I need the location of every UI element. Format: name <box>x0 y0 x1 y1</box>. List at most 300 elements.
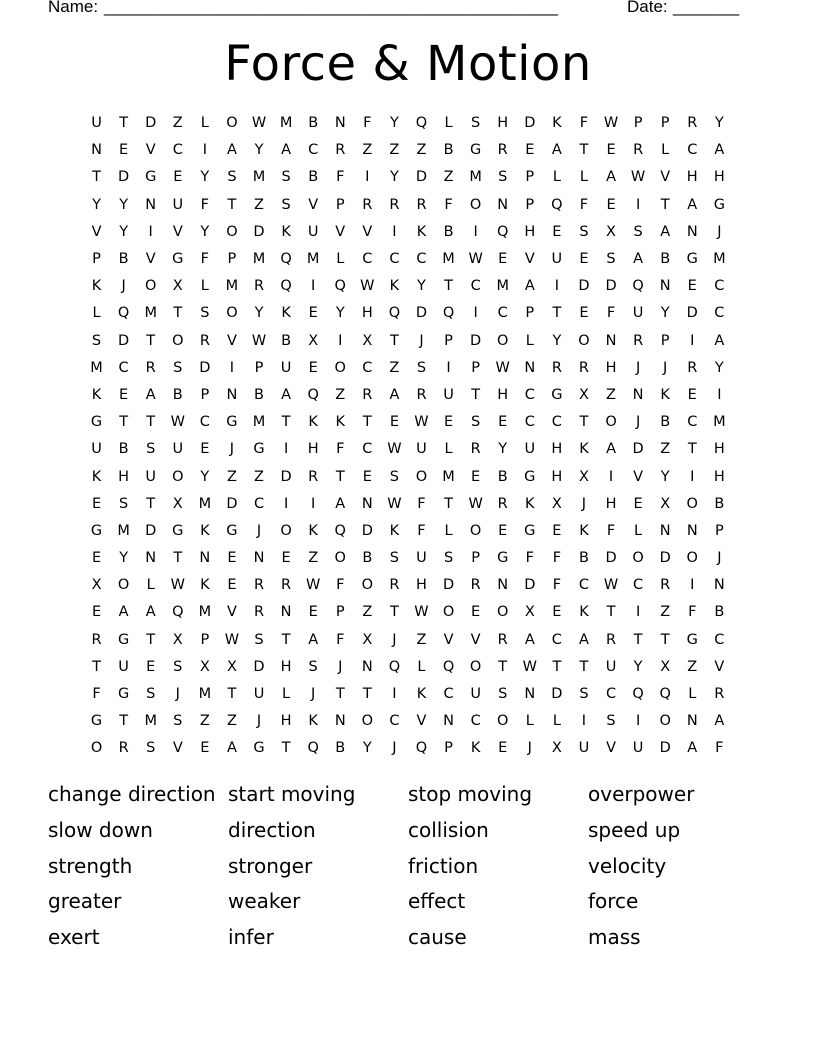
grid-letter[interactable]: C <box>714 631 725 648</box>
grid-letter[interactable]: S <box>471 115 481 132</box>
grid-letter[interactable]: E <box>119 142 129 159</box>
grid-letter[interactable]: G <box>172 251 184 268</box>
grid-letter[interactable]: Y <box>389 169 399 186</box>
grid-letter[interactable]: I <box>717 386 722 403</box>
grid-letter[interactable]: C <box>443 686 454 703</box>
grid-letter[interactable]: R <box>389 577 400 594</box>
grid-letter[interactable]: S <box>389 468 399 485</box>
grid-letter[interactable]: A <box>145 604 156 621</box>
grid-letter[interactable]: F <box>525 550 534 567</box>
grid-letter[interactable]: F <box>92 686 101 703</box>
grid-letter[interactable]: E <box>552 604 562 621</box>
grid-letter[interactable]: X <box>226 658 237 675</box>
grid-letter[interactable]: T <box>606 604 616 621</box>
grid-letter[interactable]: P <box>444 740 453 757</box>
grid-letter[interactable]: O <box>226 223 238 240</box>
grid-letter[interactable]: P <box>660 115 670 132</box>
grid-letter[interactable]: T <box>362 686 372 703</box>
grid-letter[interactable]: T <box>444 495 453 512</box>
grid-letter[interactable]: N <box>361 658 373 675</box>
grid-letter[interactable]: E <box>579 251 589 268</box>
grid-letter[interactable]: F <box>336 577 345 594</box>
grid-letter[interactable]: W <box>414 414 429 431</box>
grid-letter[interactable]: B <box>714 495 725 512</box>
grid-letter[interactable]: X <box>362 332 373 349</box>
grid-letter[interactable]: A <box>578 631 589 648</box>
grid-letter[interactable]: E <box>308 359 318 376</box>
grid-letter[interactable]: O <box>144 278 157 295</box>
grid-letter[interactable]: A <box>687 196 698 213</box>
grid-letter[interactable]: D <box>605 550 617 567</box>
grid-letter[interactable]: S <box>227 169 237 186</box>
grid-letter[interactable]: T <box>444 278 453 295</box>
grid-letter[interactable]: U <box>443 386 454 403</box>
grid-letter[interactable]: S <box>173 713 183 730</box>
grid-letter[interactable]: C <box>551 414 562 431</box>
grid-letter[interactable]: V <box>172 223 183 240</box>
grid-letter[interactable]: Y <box>119 223 129 240</box>
grid-letter[interactable]: H <box>686 169 698 186</box>
grid-letter[interactable]: Z <box>254 196 264 213</box>
grid-letter[interactable]: D <box>118 169 130 186</box>
grid-letter[interactable]: T <box>633 631 643 648</box>
grid-letter[interactable]: T <box>687 441 697 458</box>
grid-letter[interactable]: K <box>91 386 102 403</box>
grid-letter[interactable]: H <box>280 713 292 730</box>
grid-letter[interactable]: K <box>308 713 318 730</box>
grid-letter[interactable]: D <box>253 658 265 675</box>
grid-letter[interactable]: Z <box>660 441 671 458</box>
grid-letter[interactable]: Z <box>199 713 210 730</box>
grid-letter[interactable]: F <box>336 169 345 186</box>
grid-letter[interactable]: X <box>199 658 210 675</box>
grid-letter[interactable]: P <box>200 631 210 648</box>
grid-letter[interactable]: A <box>714 713 725 730</box>
grid-letter[interactable]: X <box>172 278 183 295</box>
grid-letter[interactable]: Q <box>307 386 319 403</box>
grid-letter[interactable]: A <box>281 142 292 159</box>
grid-letter[interactable]: K <box>308 522 318 539</box>
grid-letter[interactable]: N <box>280 604 292 621</box>
grid-letter[interactable]: A <box>226 142 237 159</box>
grid-letter[interactable]: F <box>336 441 345 458</box>
grid-letter[interactable]: L <box>444 441 453 458</box>
grid-letter[interactable]: B <box>443 142 454 159</box>
grid-letter[interactable]: G <box>117 631 130 648</box>
grid-letter[interactable]: Z <box>226 468 237 485</box>
grid-letter[interactable]: F <box>417 495 426 512</box>
grid-letter[interactable]: X <box>308 332 319 349</box>
grid-letter[interactable]: B <box>443 223 454 240</box>
grid-letter[interactable]: D <box>415 169 428 186</box>
grid-letter[interactable]: R <box>497 495 508 512</box>
grid-letter[interactable]: Y <box>335 305 345 322</box>
grid-letter[interactable]: V <box>145 251 156 268</box>
grid-letter[interactable]: M <box>442 251 455 268</box>
grid-letter[interactable]: D <box>659 550 671 567</box>
grid-letter[interactable]: R <box>335 142 346 159</box>
grid-letter[interactable]: T <box>146 631 156 648</box>
grid-letter[interactable]: C <box>172 142 183 159</box>
grid-letter[interactable]: K <box>308 414 318 431</box>
grid-letter[interactable]: T <box>281 631 291 648</box>
grid-letter[interactable]: A <box>308 631 319 648</box>
grid-letter[interactable]: Y <box>389 115 399 132</box>
grid-letter[interactable]: V <box>443 631 454 648</box>
grid-letter[interactable]: Y <box>633 658 643 675</box>
grid-letter[interactable]: T <box>579 414 589 431</box>
grid-letter[interactable]: G <box>497 550 509 567</box>
grid-letter[interactable]: F <box>417 522 426 539</box>
grid-letter[interactable]: W <box>387 441 402 458</box>
grid-letter[interactable]: H <box>118 468 130 485</box>
grid-letter[interactable]: Y <box>200 468 210 485</box>
grid-letter[interactable]: W <box>603 115 619 132</box>
grid-letter[interactable]: X <box>172 495 183 512</box>
grid-letter[interactable]: S <box>606 713 616 730</box>
grid-letter[interactable]: J <box>121 278 126 295</box>
grid-letter[interactable]: T <box>146 414 156 431</box>
grid-letter[interactable]: C <box>524 386 535 403</box>
grid-letter[interactable]: Z <box>660 604 671 621</box>
grid-letter[interactable]: E <box>308 305 318 322</box>
grid-letter[interactable]: M <box>496 278 509 295</box>
grid-letter[interactable]: N <box>253 550 265 567</box>
grid-letter[interactable]: X <box>362 631 373 648</box>
grid-letter[interactable]: N <box>659 278 671 295</box>
grid-letter[interactable]: W <box>251 332 267 349</box>
grid-letter[interactable]: A <box>226 740 237 757</box>
grid-letter[interactable]: J <box>635 414 641 431</box>
grid-letter[interactable]: N <box>334 713 346 730</box>
grid-letter[interactable]: T <box>579 142 589 159</box>
grid-letter[interactable]: R <box>281 577 292 594</box>
grid-letter[interactable]: K <box>281 223 291 240</box>
grid-letter[interactable]: V <box>524 251 535 268</box>
grid-letter[interactable]: G <box>253 740 265 757</box>
grid-letter[interactable]: J <box>717 550 722 567</box>
grid-letter[interactable]: T <box>335 468 345 485</box>
grid-letter[interactable]: O <box>361 713 374 730</box>
grid-letter[interactable]: S <box>498 686 508 703</box>
grid-letter[interactable]: Y <box>92 196 101 213</box>
grid-letter[interactable]: D <box>199 359 211 376</box>
grid-letter[interactable]: K <box>579 441 589 458</box>
grid-letter[interactable]: Y <box>660 305 670 322</box>
grid-letter[interactable]: W <box>224 631 240 648</box>
grid-letter[interactable]: O <box>605 414 617 431</box>
grid-letter[interactable]: T <box>173 550 183 567</box>
grid-letter[interactable]: N <box>686 713 698 730</box>
grid-letter[interactable]: C <box>308 142 319 159</box>
grid-letter[interactable]: C <box>687 142 698 159</box>
grid-letter[interactable]: R <box>497 631 508 648</box>
grid-letter[interactable]: N <box>524 686 536 703</box>
grid-letter[interactable]: H <box>497 386 509 403</box>
grid-letter[interactable]: T <box>389 332 399 349</box>
grid-letter[interactable]: Y <box>254 142 264 159</box>
grid-letter[interactable]: Q <box>388 658 401 675</box>
grid-letter[interactable]: N <box>632 386 644 403</box>
grid-letter[interactable]: Q <box>117 305 130 322</box>
grid-letter[interactable]: E <box>606 142 616 159</box>
grid-letter[interactable]: Q <box>632 278 644 295</box>
grid-letter[interactable]: O <box>632 550 644 567</box>
grid-letter[interactable]: Z <box>226 713 237 730</box>
grid-letter[interactable]: W <box>360 278 375 295</box>
grid-letter[interactable]: T <box>281 740 291 757</box>
grid-letter[interactable]: X <box>578 468 589 485</box>
grid-letter[interactable]: E <box>552 522 562 539</box>
grid-letter[interactable]: U <box>605 658 617 675</box>
grid-letter[interactable]: H <box>307 441 319 458</box>
grid-letter[interactable]: Z <box>172 115 183 132</box>
grid-letter[interactable]: C <box>362 251 373 268</box>
grid-letter[interactable]: H <box>551 468 563 485</box>
grid-letter[interactable]: O <box>686 550 698 567</box>
grid-letter[interactable]: S <box>281 196 291 213</box>
grid-letter[interactable]: W <box>414 604 429 621</box>
grid-letter[interactable]: J <box>392 631 397 648</box>
grid-letter[interactable]: O <box>578 332 590 349</box>
grid-letter[interactable]: O <box>334 550 346 567</box>
grid-letter[interactable]: G <box>90 522 103 539</box>
grid-letter[interactable]: T <box>552 658 562 675</box>
grid-letter[interactable]: Q <box>632 686 644 703</box>
grid-letter[interactable]: G <box>90 713 103 730</box>
grid-letter[interactable]: A <box>551 142 562 159</box>
grid-letter[interactable]: S <box>308 658 318 675</box>
grid-letter[interactable]: T <box>335 686 345 703</box>
grid-letter[interactable]: N <box>713 577 725 594</box>
grid-letter[interactable]: A <box>389 386 400 403</box>
grid-letter[interactable]: H <box>361 305 373 322</box>
grid-letter[interactable]: H <box>713 468 725 485</box>
grid-letter[interactable]: U <box>632 740 644 757</box>
grid-letter[interactable]: T <box>362 414 372 431</box>
grid-letter[interactable]: M <box>198 686 212 703</box>
grid-letter[interactable]: R <box>253 278 265 295</box>
grid-letter[interactable]: B <box>497 468 508 485</box>
grid-letter[interactable]: G <box>90 414 103 431</box>
grid-letter[interactable]: Z <box>308 550 319 567</box>
grid-letter[interactable]: L <box>417 658 426 675</box>
grid-letter[interactable]: Q <box>334 278 346 295</box>
grid-letter[interactable]: X <box>660 495 671 512</box>
grid-letter[interactable]: D <box>145 522 157 539</box>
grid-letter[interactable]: L <box>525 332 534 349</box>
grid-letter[interactable]: T <box>471 386 481 403</box>
grid-letter[interactable]: Q <box>388 305 401 322</box>
grid-letter[interactable]: K <box>579 604 589 621</box>
grid-letter[interactable]: G <box>226 414 238 431</box>
grid-letter[interactable]: V <box>416 713 427 730</box>
grid-letter[interactable]: W <box>387 495 402 512</box>
grid-letter[interactable]: Z <box>362 142 373 159</box>
grid-letter[interactable]: R <box>253 577 265 594</box>
grid-letter[interactable]: I <box>690 468 695 485</box>
grid-letter[interactable]: C <box>253 495 265 512</box>
grid-letter[interactable]: L <box>336 251 345 268</box>
grid-letter[interactable]: Q <box>280 251 292 268</box>
grid-letter[interactable]: L <box>579 169 588 186</box>
grid-letter[interactable]: R <box>687 359 698 376</box>
grid-letter[interactable]: E <box>443 414 454 431</box>
grid-letter[interactable]: I <box>473 223 478 240</box>
grid-letter[interactable]: P <box>471 550 480 567</box>
grid-letter[interactable]: Q <box>280 278 292 295</box>
grid-letter[interactable]: A <box>606 169 616 186</box>
grid-letter[interactable]: B <box>172 386 183 403</box>
grid-letter[interactable]: V <box>308 196 319 213</box>
grid-letter[interactable]: A <box>714 142 725 159</box>
grid-letter[interactable]: J <box>717 223 722 240</box>
grid-letter[interactable]: A <box>145 386 156 403</box>
grid-letter[interactable]: I <box>283 495 289 512</box>
grid-letter[interactable]: Q <box>497 223 509 240</box>
grid-letter[interactable]: A <box>714 332 725 349</box>
grid-letter[interactable]: Z <box>362 604 373 621</box>
grid-letter[interactable]: G <box>470 142 482 159</box>
grid-letter[interactable]: E <box>633 495 643 512</box>
grid-letter[interactable]: S <box>389 550 399 567</box>
grid-letter[interactable]: J <box>311 686 316 703</box>
grid-letter[interactable]: G <box>686 631 698 648</box>
grid-letter[interactable]: Y <box>119 196 129 213</box>
grid-letter[interactable]: U <box>524 441 536 458</box>
grid-letter[interactable]: P <box>335 604 345 621</box>
grid-letter[interactable]: C <box>470 713 481 730</box>
grid-letter[interactable]: S <box>200 305 210 322</box>
grid-letter[interactable]: N <box>91 142 102 159</box>
grid-letter[interactable]: C <box>470 278 481 295</box>
grid-letter[interactable]: D <box>361 522 373 539</box>
grid-letter[interactable]: H <box>280 658 292 675</box>
grid-letter[interactable]: A <box>524 631 535 648</box>
grid-letter[interactable]: F <box>579 115 589 132</box>
grid-letter[interactable]: Z <box>416 142 427 159</box>
grid-letter[interactable]: T <box>498 658 508 675</box>
grid-letter[interactable]: V <box>606 740 616 757</box>
grid-letter[interactable]: S <box>146 441 156 458</box>
grid-letter[interactable]: N <box>605 332 617 349</box>
grid-letter[interactable]: X <box>524 604 535 621</box>
grid-letter[interactable]: S <box>498 169 508 186</box>
grid-letter[interactable]: M <box>713 251 726 268</box>
grid-letter[interactable]: G <box>713 196 725 213</box>
grid-letter[interactable]: I <box>446 359 451 376</box>
grid-letter[interactable]: D <box>442 577 455 594</box>
grid-letter[interactable]: R <box>605 631 617 648</box>
grid-letter[interactable]: W <box>170 577 185 594</box>
grid-letter[interactable]: O <box>90 740 103 757</box>
grid-letter[interactable]: E <box>362 468 372 485</box>
grid-letter[interactable]: I <box>148 223 153 240</box>
grid-letter[interactable]: V <box>226 332 237 349</box>
grid-letter[interactable]: Q <box>551 196 563 213</box>
grid-letter[interactable]: S <box>146 740 156 757</box>
grid-letter[interactable]: S <box>119 495 129 512</box>
grid-letter[interactable]: E <box>389 414 399 431</box>
grid-letter[interactable]: E <box>308 604 318 621</box>
grid-letter[interactable]: X <box>551 740 562 757</box>
grid-letter[interactable]: O <box>415 468 428 485</box>
grid-letter[interactable]: I <box>554 278 559 295</box>
grid-letter[interactable]: E <box>471 604 481 621</box>
grid-letter[interactable]: O <box>469 658 482 675</box>
grid-letter[interactable]: B <box>362 550 373 567</box>
grid-letter[interactable]: E <box>200 740 210 757</box>
grid-letter[interactable]: N <box>226 386 238 403</box>
grid-letter[interactable]: H <box>524 223 536 240</box>
grid-letter[interactable]: E <box>687 278 697 295</box>
grid-letter[interactable]: S <box>91 332 102 349</box>
grid-letter[interactable]: O <box>280 522 292 539</box>
grid-letter[interactable]: M <box>279 115 293 132</box>
grid-letter[interactable]: V <box>172 740 183 757</box>
grid-letter[interactable]: P <box>471 359 480 376</box>
grid-letter[interactable]: U <box>578 740 590 757</box>
grid-letter[interactable]: I <box>635 713 641 730</box>
grid-letter[interactable]: F <box>606 305 616 322</box>
grid-letter[interactable]: T <box>660 631 670 648</box>
grid-letter[interactable]: Y <box>552 332 562 349</box>
grid-letter[interactable]: O <box>659 713 671 730</box>
grid-letter[interactable]: J <box>338 658 343 675</box>
grid-letter[interactable]: O <box>497 604 509 621</box>
grid-letter[interactable]: P <box>254 359 264 376</box>
grid-letter[interactable]: X <box>172 631 183 648</box>
grid-letter[interactable]: U <box>307 223 319 240</box>
grid-letter[interactable]: O <box>172 468 184 485</box>
grid-letter[interactable]: E <box>200 441 210 458</box>
grid-letter[interactable]: U <box>470 686 481 703</box>
grid-letter[interactable]: D <box>524 115 536 132</box>
grid-letter[interactable]: R <box>687 115 698 132</box>
grid-letter[interactable]: K <box>91 468 102 485</box>
grid-letter[interactable]: K <box>660 386 670 403</box>
grid-letter[interactable]: E <box>687 386 697 403</box>
grid-letter[interactable]: L <box>200 115 209 132</box>
grid-letter[interactable]: U <box>280 359 292 376</box>
grid-letter[interactable]: L <box>282 686 291 703</box>
grid-letter[interactable]: C <box>578 577 589 594</box>
grid-letter[interactable]: F <box>606 522 616 539</box>
grid-letter[interactable]: U <box>551 251 563 268</box>
grid-letter[interactable]: O <box>497 332 509 349</box>
grid-letter[interactable]: Y <box>498 441 508 458</box>
grid-letter[interactable]: D <box>118 332 130 349</box>
grid-letter[interactable]: K <box>552 115 562 132</box>
grid-letter[interactable]: J <box>635 359 641 376</box>
grid-letter[interactable]: U <box>91 115 102 132</box>
grid-letter[interactable]: H <box>497 115 509 132</box>
grid-letter[interactable]: M <box>252 251 266 268</box>
grid-letter[interactable]: S <box>173 359 183 376</box>
grid-letter[interactable]: P <box>525 305 535 322</box>
grid-letter[interactable]: W <box>522 658 537 675</box>
grid-letter[interactable]: I <box>635 196 641 213</box>
grid-letter[interactable]: B <box>118 441 129 458</box>
grid-letter[interactable]: R <box>199 332 210 349</box>
grid-letter[interactable]: I <box>392 686 397 703</box>
grid-letter[interactable]: M <box>144 713 157 730</box>
grid-letter[interactable]: G <box>117 686 130 703</box>
grid-letter[interactable]: D <box>280 468 292 485</box>
grid-letter[interactable]: C <box>199 414 210 431</box>
grid-letter[interactable]: N <box>497 577 509 594</box>
grid-letter[interactable]: C <box>389 251 400 268</box>
